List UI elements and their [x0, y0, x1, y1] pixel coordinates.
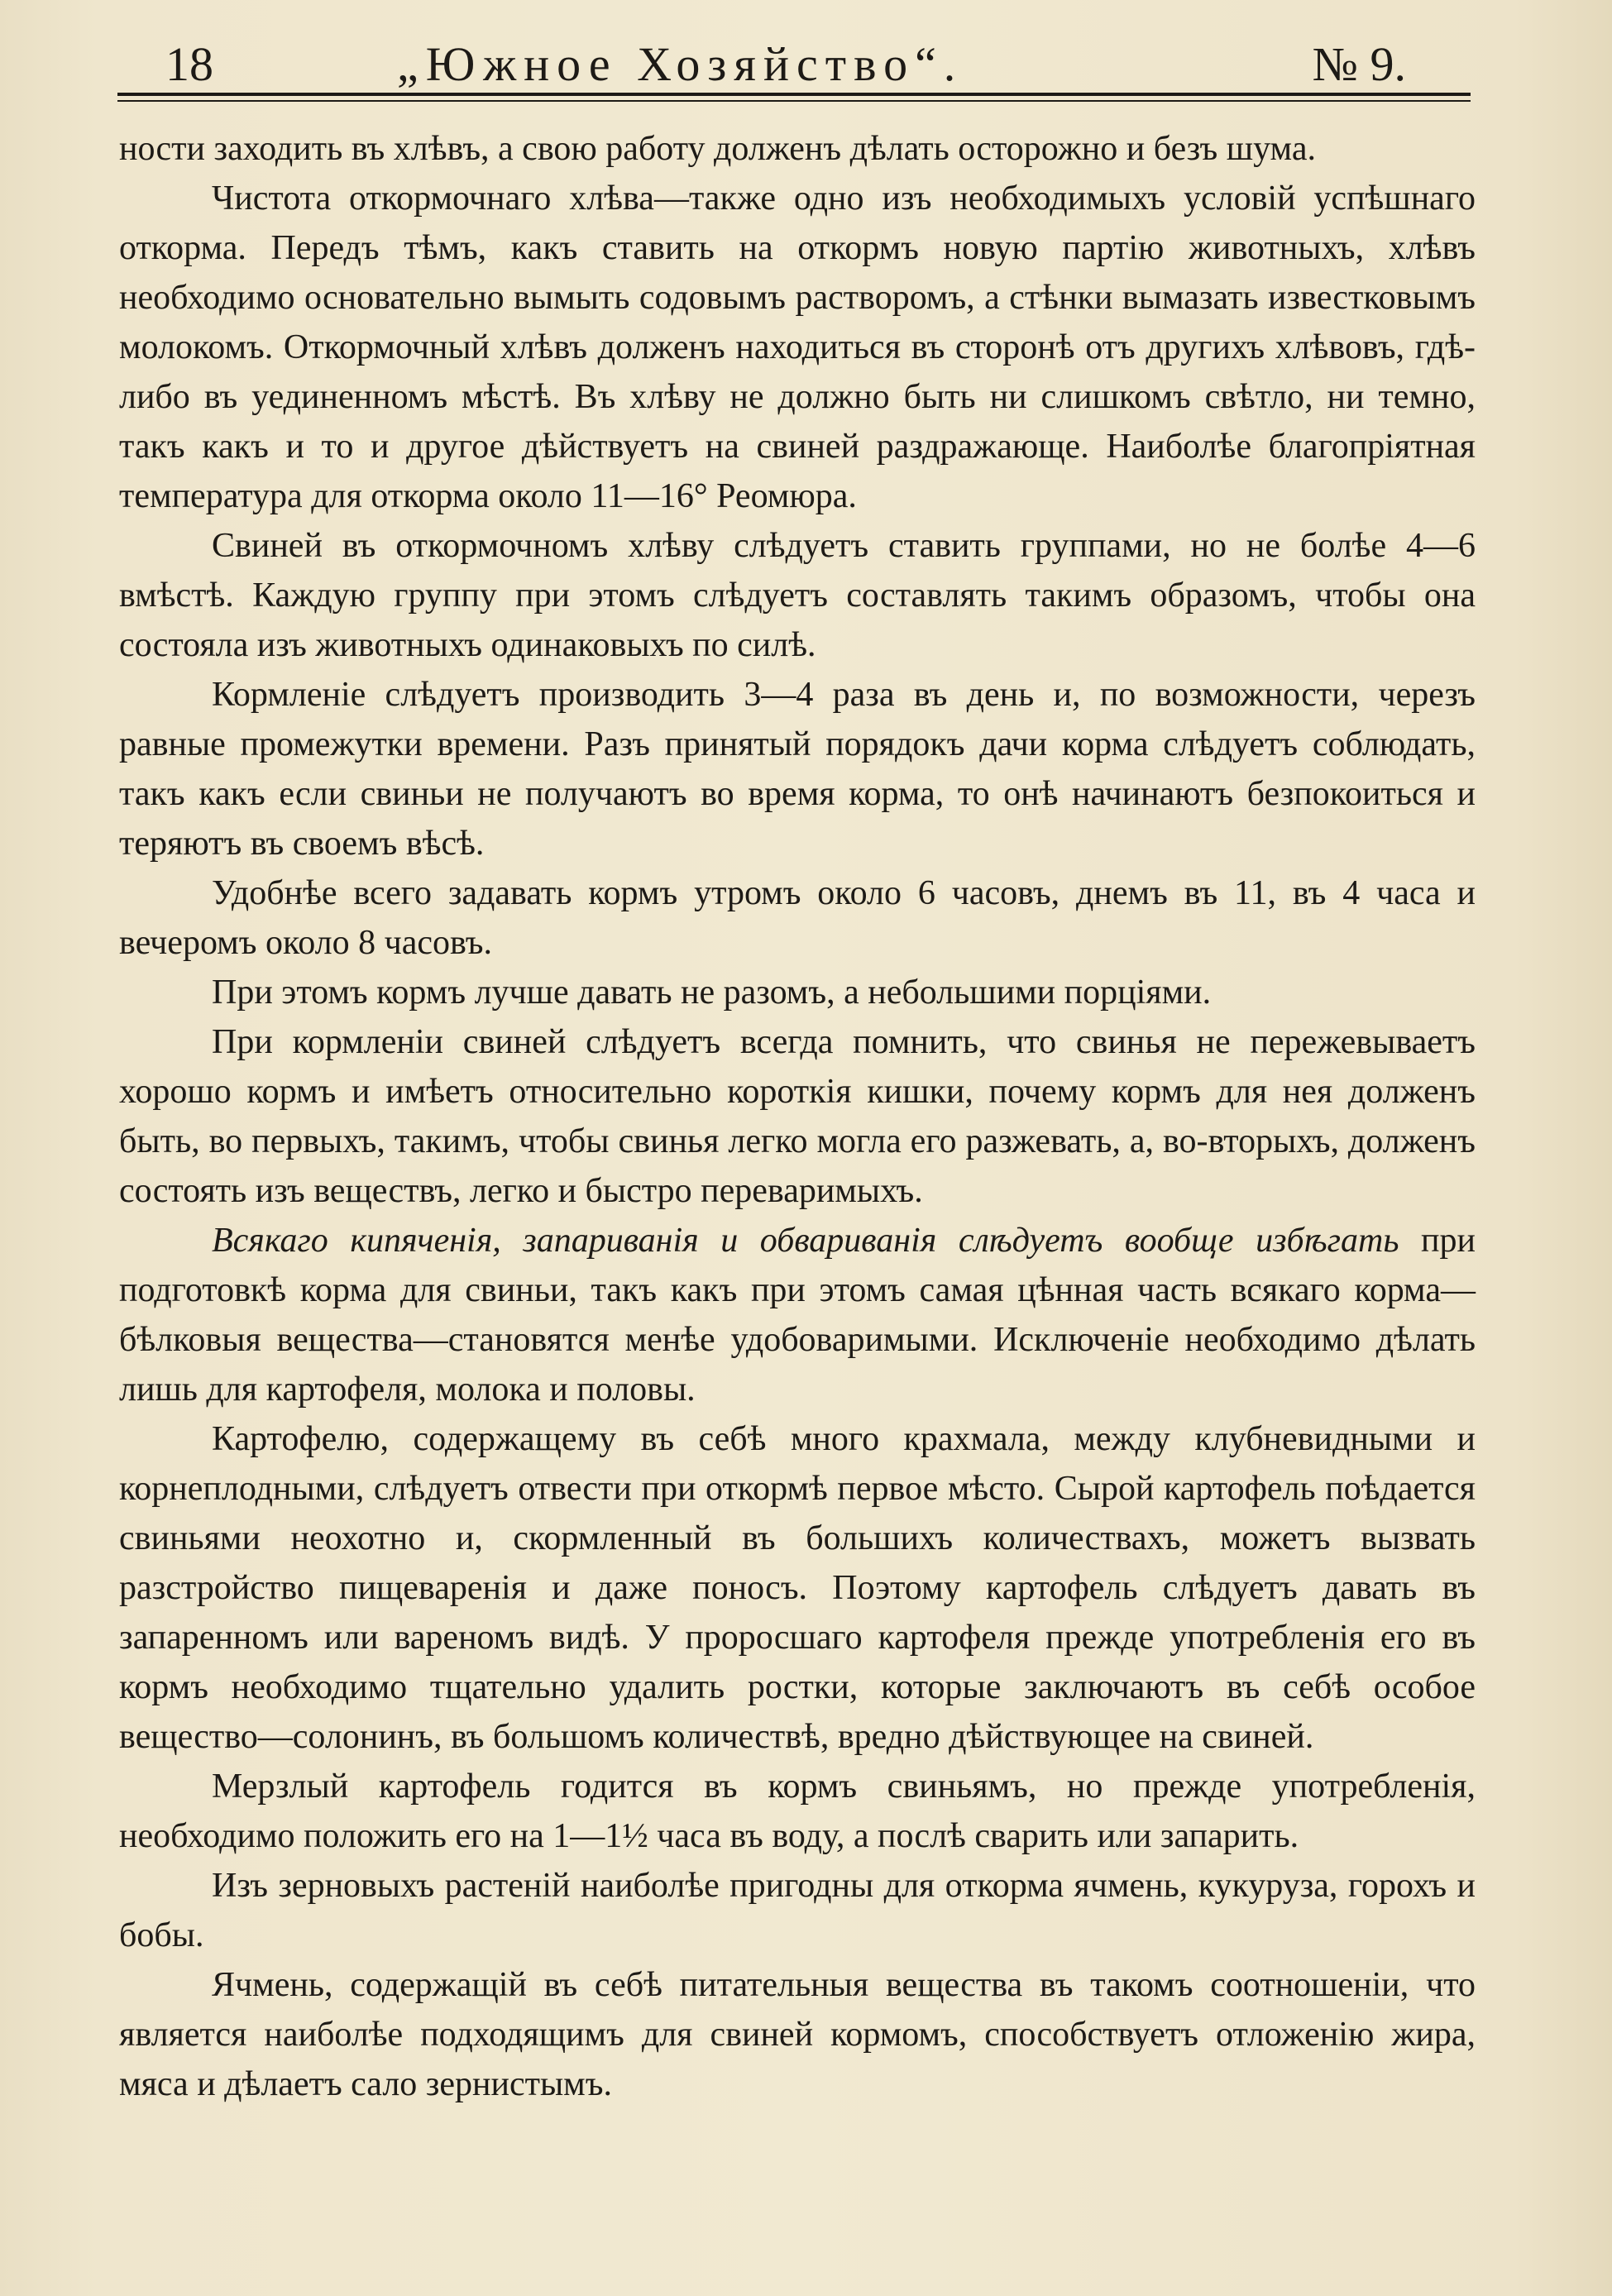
paragraph	[119, 1762, 1476, 1861]
paragraph	[119, 670, 1476, 868]
paragraph-text: Чистота откормочнаго хлѣва—также одно изъ необходимыхъ условій успѣшнаго откорма. Передъ тѣмъ, какъ ставить на откормъ новую партію животныхъ, хлѣвъ необходимо основательно вымыть содовымъ растворомъ, а стѣнки вымазать известковымъ молокомъ. Откормочный хлѣвъ долженъ находиться въ сторонѣ отъ другихъ хлѣвовъ, гдѣ-либо въ уединенномъ мѣстѣ. Въ хлѣву не должно быть ни слишкомъ свѣтло, ни темно, такъ какъ и то и другое дѣйствуетъ на свиней раздражающе. Наиболѣе благопріятная температура для откорма около 11—16° Реомюра.	[119, 179, 1476, 515]
paragraph-text: Изъ зерновыхъ растеній наиболѣе пригодны для откорма ячмень, кукуруза, горохъ и бобы.	[119, 1867, 1476, 1954]
paragraph	[119, 868, 1476, 968]
emphasis-text: Всякаго кипяченія, запариванія и обвариванія слѣдуетъ вообще избѣгать	[212, 1222, 1399, 1260]
header-rule-thin	[117, 100, 1471, 102]
paragraph	[119, 1861, 1476, 1960]
paragraph-text: Картофелю, содержащему въ себѣ много крахмала, между клубневидными и корнеплодными, слѣдуетъ отвести при откормѣ первое мѣсто. Сырой картофель поѣдается свиньями неохотно и, скормленный въ большихъ количествахъ, можетъ вызвать разстройство пищеваренія и даже поносъ. Поэтому картофель слѣдуетъ давать въ запаренномъ или вареномъ видѣ. У проросшаго картофеля прежде употребленія его въ кормъ необходимо тщательно удалить ростки, которые заключаютъ въ себѣ особое вещество—солонинъ, въ большомъ количествѣ, вредно дѣйствующее на свиней.	[119, 1420, 1476, 1756]
paragraph	[119, 1960, 1476, 2109]
journal-title: „Южное Хозяйство“.	[397, 37, 964, 91]
paragraph	[119, 1414, 1476, 1762]
paragraph	[119, 124, 1476, 174]
page-header	[116, 31, 1456, 98]
paragraph	[119, 1017, 1476, 1216]
paragraph	[119, 521, 1476, 670]
paragraph-text: ности заходить въ хлѣвъ, а свою работу долженъ дѣлать осторожно и безъ шума.	[119, 130, 1316, 168]
article-body	[119, 124, 1476, 2109]
paragraph-text: Удобнѣе всего задавать кормъ утромъ около 6 часовъ, днемъ въ 11, въ 4 часа и вечеромъ около 8 часовъ.	[119, 874, 1476, 962]
paragraph	[119, 1216, 1476, 1414]
paragraph-text: При этомъ кормъ лучше давать не разомъ, а небольшими порціями.	[212, 973, 1212, 1012]
issue-number: № 9.	[1312, 37, 1406, 91]
paragraph	[119, 174, 1476, 521]
paragraph-text: при подготовкѣ корма для свиньи, такъ какъ при этомъ самая цѣнная часть всякаго корма—бѣлковыя вещества—становятся менѣе удобоваримыми. Исключеніе необходимо дѣлать лишь для картофеля, молока и половы.	[119, 1222, 1476, 1409]
paragraph-text: Мерзлый картофель годится въ кормъ свиньямъ, но прежде употребленія, необходимо положить его на 1—1½ часа въ воду, а послѣ сварить или запарить.	[119, 1767, 1476, 1855]
paragraph-text: Свиней въ откормочномъ хлѣву слѣдуетъ ставить группами, но не болѣе 4—6 вмѣстѣ. Каждую группу при этомъ слѣдуетъ составлять такимъ образомъ, чтобы она состояла изъ животныхъ одинаковыхъ по силѣ.	[119, 527, 1476, 664]
page-number: 18	[165, 37, 213, 91]
paragraph-text: Ячмень, содержащій въ себѣ питательныя вещества въ такомъ соотношеніи, что является наиболѣе подходящимъ для свиней кормомъ, способствуетъ отложенію жира, мяса и дѣлаетъ сало зернистымъ.	[119, 1966, 1476, 2103]
paragraph-text: Кормленіе слѣдуетъ производить 3—4 раза въ день и, по возможности, черезъ равные промежутки времени. Разъ принятый порядокъ дачи корма слѣдуетъ соблюдать, такъ какъ если свиньи не получаютъ во время корма, то онѣ начинаютъ безпокоиться и теряютъ въ своемъ вѣсѣ.	[119, 676, 1476, 863]
paragraph-text: При кормленіи свиней слѣдуетъ всегда помнить, что свинья не пережевываетъ хорошо кормъ и имѣетъ относительно короткія кишки, почему кормъ для нея долженъ быть, во первыхъ, такимъ, чтобы свинья легко могла его разжевать, а, во-вторыхъ, долженъ состоять изъ веществъ, легко и быстро переваримыхъ.	[119, 1023, 1476, 1210]
header-rule	[117, 93, 1471, 96]
paragraph	[119, 968, 1476, 1017]
